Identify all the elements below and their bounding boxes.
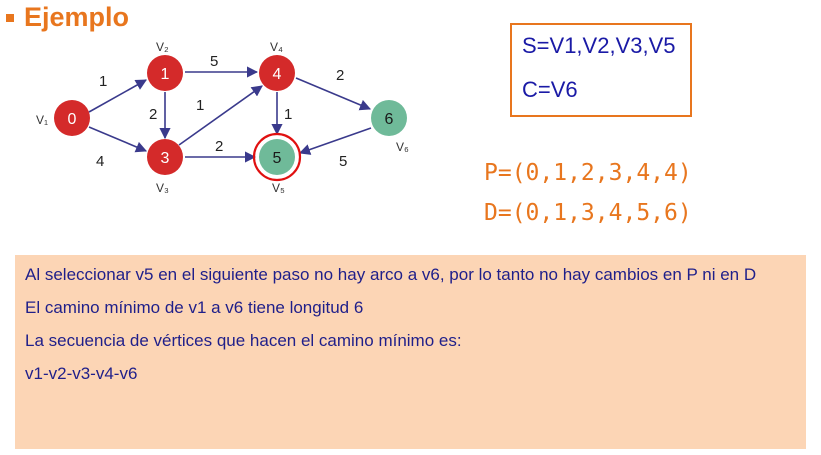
weight-0-1: 1 (99, 73, 108, 90)
label-v5: V₅ (272, 181, 285, 195)
label-v6: V₆ (396, 140, 409, 154)
slide-title: Ejemplo (24, 2, 130, 32)
node-v5-id: 5 (272, 150, 282, 167)
weight-1-4: 5 (210, 53, 219, 70)
explanation-line-1: Al seleccionar v5 en el siguiente paso no hay arco a v6, por lo tanto no hay cambios en P ni en D (25, 265, 757, 284)
weight-6-5: 5 (339, 153, 348, 170)
node-v2-id: 1 (160, 66, 170, 83)
array-p: P=(0,1,2,3,4,4) (484, 160, 692, 186)
weight-0-3: 4 (96, 153, 105, 170)
weight-4-6: 2 (336, 67, 345, 84)
label-v1: V₁ (36, 113, 49, 127)
set-c: C=V6 (522, 77, 578, 102)
edge-6-5 (300, 128, 371, 153)
label-v4: V₄ (270, 40, 283, 54)
weight-1-3: 2 (149, 106, 158, 123)
edge-3-4 (179, 86, 262, 145)
node-v3-id: 3 (160, 150, 170, 167)
node-v4-id: 4 (272, 66, 282, 83)
explanation-line-4: v1-v2-v3-v4-v6 (25, 364, 138, 383)
node-v6-id: 6 (384, 111, 394, 128)
sets-box (510, 23, 692, 117)
weight-3-5: 2 (215, 138, 224, 155)
weight-3-4: 1 (196, 97, 205, 114)
explanation-line-2: El camino mínimo de v1 a v6 tiene longitud 6 (25, 298, 364, 317)
label-v3: V₃ (156, 181, 169, 195)
edge-0-1 (89, 80, 146, 112)
array-d: D=(0,1,3,4,5,6) (484, 200, 692, 226)
edge-0-3 (89, 127, 146, 151)
node-v1-id: 0 (67, 111, 77, 128)
edge-4-6 (296, 78, 370, 109)
set-s: S=V1,V2,V3,V5 (522, 33, 676, 58)
weight-4-5: 1 (284, 106, 293, 123)
explanation-line-3: La secuencia de vértices que hacen el camino mínimo es: (25, 331, 462, 350)
explanation-box (15, 255, 806, 449)
label-v2: V₂ (156, 40, 169, 54)
